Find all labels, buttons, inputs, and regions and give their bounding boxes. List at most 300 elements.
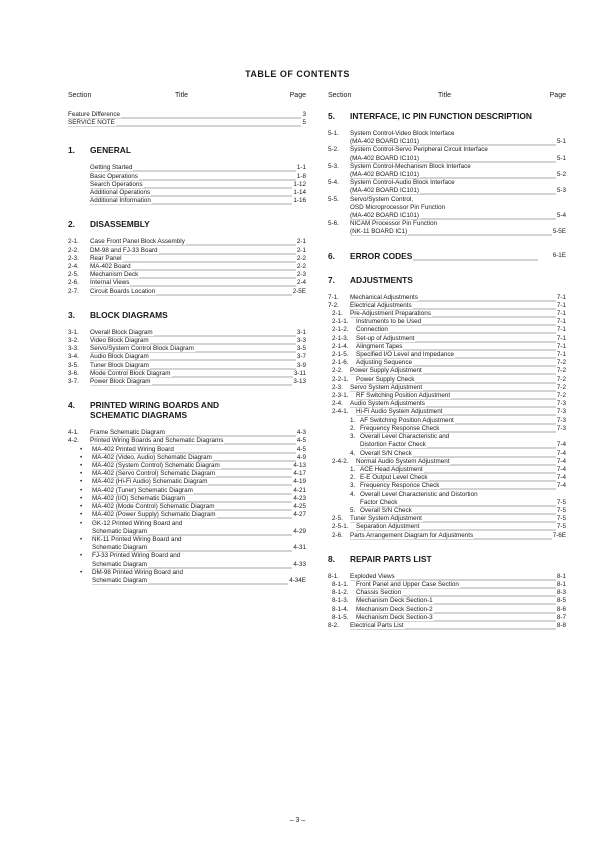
page-ref: 4-17 — [293, 470, 306, 478]
entry-number: 4-2. — [68, 437, 79, 445]
entry-title: Mechanism Deck Section-3 — [356, 613, 433, 621]
entry-title: Front Panel and Upper Case Section — [356, 580, 459, 588]
entry-number: 8-1-5. — [332, 613, 349, 621]
bullet-icon: • — [80, 453, 83, 461]
entry-number: 5. — [350, 506, 356, 514]
entry-title: Tuner Block Diagram — [90, 361, 149, 369]
toc-entry[interactable] — [68, 181, 306, 189]
toc-entry[interactable] — [328, 163, 566, 179]
toc-entry[interactable] — [328, 220, 566, 236]
entry-title: MA-402 Printed Wiring Board — [92, 445, 174, 453]
entry-number: 5-4. — [328, 179, 339, 187]
toc-entry[interactable] — [328, 196, 566, 221]
entry-number: 5-1. — [328, 130, 339, 137]
toc-entry[interactable] — [328, 482, 566, 490]
entry-number: 1. — [350, 416, 356, 424]
chapter-heading — [328, 251, 566, 261]
chapter-heading — [328, 275, 566, 285]
toc-entry[interactable] — [328, 310, 566, 318]
entry-title: Overall S/N Check — [360, 506, 412, 514]
entry-number: 2-3. — [68, 254, 79, 262]
entry-number: 3-3. — [68, 345, 79, 353]
toc-entry[interactable] — [328, 458, 566, 466]
toc-entry[interactable] — [328, 408, 566, 416]
page-ref: 7-2 — [556, 383, 566, 391]
page-ref: 4-5 — [296, 437, 306, 445]
toc-entry[interactable] — [68, 263, 306, 271]
toc-entry[interactable] — [328, 466, 566, 474]
entry-title: Tuner System Adjustment — [350, 515, 422, 523]
toc-entry[interactable] — [68, 329, 306, 337]
entry-number: 2-2. — [332, 367, 343, 375]
entry-title: Audio System Adjustments — [350, 400, 425, 408]
entry-number: 7-1. — [328, 293, 339, 301]
toc-entry[interactable] — [328, 507, 566, 515]
page-ref: 3-7 — [296, 353, 306, 361]
page-number: – 3 – — [289, 817, 306, 824]
entry-title: Hi-Fi Audio System Adjustment — [356, 408, 443, 416]
toc-entry[interactable] — [328, 384, 566, 392]
entry-number: 3. — [350, 482, 356, 490]
entry-title: Servo/System Control, — [350, 195, 413, 203]
page-title: TABLE OF CONTENTS — [245, 69, 350, 79]
entry-title: Frequency Responce Check — [360, 482, 440, 490]
page-ref: 8-1 — [556, 572, 566, 580]
toc-entry[interactable] — [328, 491, 566, 507]
entry-title: Search Operations — [90, 180, 143, 188]
chapter-title: DISASSEMBLY — [90, 219, 150, 230]
entry-number: 2-5. — [68, 271, 79, 279]
toc-entry[interactable] — [328, 532, 566, 540]
toc-entry[interactable] — [328, 294, 566, 302]
page-ref: 3-13 — [293, 378, 306, 386]
header-section: Section — [328, 92, 352, 99]
page-ref: 3-3 — [296, 337, 306, 345]
bullet-icon: • — [80, 478, 83, 486]
entry-title: Electrical Adjustments — [350, 301, 412, 309]
entry-number: 2-1-3. — [332, 334, 349, 342]
chapter-number: 3. — [68, 309, 75, 320]
toc-entry[interactable] — [328, 622, 566, 630]
entry-title: E-E Output Level Check — [360, 474, 428, 482]
chapter-number: 8. — [328, 553, 335, 564]
entry-title: MA-402 (Mode Control) Schematic Diagram — [92, 503, 215, 511]
entry-number: 2-2-1. — [332, 375, 349, 383]
page-ref: 4-25 — [293, 503, 306, 511]
entry-title: Alingment Tapes — [356, 342, 403, 350]
toc-entry[interactable] — [68, 119, 306, 127]
page-ref: 5-2 — [556, 171, 566, 179]
entry-title: Connection — [356, 326, 388, 334]
page-ref: 7-1 — [556, 326, 566, 334]
entry-number: 2-1-2. — [332, 326, 349, 334]
entry-number: 3-6. — [68, 369, 79, 377]
page-ref: 1-1 — [296, 164, 306, 172]
entry-title: FJ-33 Printed Wiring Board and — [92, 552, 181, 560]
entry-title: Specified I/O Level and Impedance — [356, 351, 455, 359]
toc-entry[interactable] — [68, 255, 306, 263]
page-ref: 2-1 — [296, 238, 306, 246]
toc-bullet-entry[interactable] — [68, 487, 306, 495]
page-ref: 4-34E — [289, 576, 306, 584]
entry-title: Getting Started — [90, 164, 133, 172]
entry-number: 2-4-2. — [332, 457, 349, 465]
entry-title: Additional Operations — [90, 189, 151, 197]
bullet-icon: • — [80, 511, 83, 519]
entry-number: 8-1-2. — [332, 589, 349, 597]
toc-entry[interactable] — [68, 429, 306, 437]
entry-number: 8-1. — [328, 572, 339, 580]
chapter-title: ERROR CODES — [350, 250, 413, 261]
entry-title: Exploded Views — [350, 572, 395, 580]
entry-title: Printed Wiring Boards and Schematic Diagrams — [90, 437, 224, 445]
chapter-title: BLOCK DIAGRAMS — [90, 309, 168, 320]
page-ref: 4-23 — [293, 494, 306, 502]
page-ref: 5-1 — [556, 154, 566, 162]
bullet-icon: • — [80, 519, 83, 527]
entry-title: Power Block Diagram — [90, 378, 151, 386]
entry-title: MA-402 (Tuner) Schematic Diagram — [92, 486, 193, 494]
toc-entry[interactable] — [68, 111, 306, 119]
toc-bullet-entry[interactable] — [68, 511, 306, 519]
chapter-heading — [328, 554, 566, 564]
entry-number: 2-1-4. — [332, 342, 349, 350]
chapter-heading — [68, 400, 306, 420]
toc-entry[interactable] — [68, 247, 306, 255]
page-ref: 8-3 — [556, 589, 566, 597]
page-ref: 1-8 — [296, 172, 306, 180]
entry-title: Overall S/N Check — [360, 449, 412, 457]
entry-title: Instruments to be Used — [356, 318, 422, 326]
entry-number: 2-4. — [68, 263, 79, 271]
page-ref: 4-21 — [293, 486, 306, 494]
entry-title: Case Front Panel Block Assembly — [90, 238, 185, 246]
page-ref: 2-3 — [296, 271, 306, 279]
entry-title: (NK-11 BOARD IC1) — [350, 228, 408, 236]
toc-entry[interactable] — [328, 425, 566, 433]
toc-entry[interactable] — [328, 450, 566, 458]
chapter-number: 4. — [68, 400, 75, 411]
toc-entry[interactable] — [328, 573, 566, 581]
page-ref: 3-5 — [296, 345, 306, 353]
page-ref: 7-5 — [556, 498, 566, 506]
page-ref: 3 — [302, 111, 306, 118]
entry-number: 4-1. — [68, 429, 79, 437]
entry-number: 8-1-3. — [332, 597, 349, 605]
toc-entry[interactable] — [68, 279, 306, 287]
toc-bullet-entry[interactable] — [68, 470, 306, 478]
toc-entry[interactable] — [328, 367, 566, 375]
entry-number: 8-1-4. — [332, 605, 349, 613]
entry-title: Schematic Diagram — [92, 527, 147, 535]
entry-title: Electrical Parts List — [350, 621, 404, 629]
page-ref: 8-6 — [556, 605, 566, 613]
toc-entry[interactable] — [328, 146, 566, 162]
page-ref: 7-5 — [556, 523, 566, 531]
toc-bullet-entry[interactable] — [68, 454, 306, 462]
entry-title: System Control-Servo Peripheral Circuit Interface — [350, 146, 488, 154]
toc-entry[interactable] — [68, 337, 306, 345]
bullet-icon: • — [80, 470, 83, 478]
chapter-heading — [68, 145, 306, 155]
entry-title: (MA-402 BOARD IC101) — [350, 154, 419, 162]
entry-title: NK-11 Printed Wiring Board and — [92, 535, 182, 543]
chapter-heading — [68, 310, 306, 320]
toc-entry[interactable] — [68, 189, 306, 197]
entry-title: Schematic Diagram — [92, 576, 147, 584]
entry-title: NICAM Processor Pin Function — [350, 220, 438, 228]
page-ref: 2-5E — [292, 287, 306, 295]
toc-bullet-entry[interactable] — [68, 569, 306, 585]
page-ref: 3-9 — [296, 361, 306, 369]
toc-entry[interactable] — [68, 378, 306, 386]
page-ref: 7-4 — [556, 441, 566, 449]
bullet-icon: • — [80, 486, 83, 494]
entry-number: 4. — [350, 449, 356, 457]
entry-number: 5-6. — [328, 220, 339, 228]
entry-title: MA-402 Board — [90, 263, 131, 271]
page-ref: 7-6E — [552, 531, 566, 539]
toc-bullet-entry[interactable] — [68, 503, 306, 511]
entry-title: Circuit Boards Location — [90, 287, 156, 295]
entry-title: Factor Check — [360, 498, 398, 506]
entry-title: Mechanism Deck Section-2 — [356, 605, 433, 613]
chapter-number: 2. — [68, 219, 75, 230]
toc-entry[interactable] — [68, 271, 306, 279]
page-ref: 7-3 — [556, 400, 566, 408]
toc-entry[interactable] — [328, 589, 566, 597]
entry-title: Servo System Adjustment — [350, 383, 423, 391]
page-ref: 6-1E — [552, 251, 566, 259]
page-ref: 7-1 — [556, 334, 566, 342]
toc-entry[interactable] — [328, 400, 566, 408]
entry-title: DM-98 and FJ-33 Board — [90, 246, 158, 254]
entry-title: DM-98 Printed Wiring Board and — [92, 568, 183, 576]
entry-number: 3-2. — [68, 337, 79, 345]
toc-entry[interactable] — [328, 474, 566, 482]
toc-entry[interactable] — [328, 433, 566, 449]
entry-number: 7-2. — [328, 301, 339, 309]
entry-number: 8-1-1. — [332, 580, 349, 588]
toc-entry[interactable] — [328, 614, 566, 622]
entry-number: 4. — [350, 490, 356, 498]
toc-entry[interactable] — [328, 326, 566, 334]
toc-bullet-entry[interactable] — [68, 536, 306, 552]
entry-title: Schematic Diagram — [92, 544, 147, 552]
column-header — [328, 92, 566, 102]
page-ref: 7-4 — [556, 465, 566, 473]
entry-title: Distortion Factor Check — [360, 441, 426, 449]
entry-title: SERVICE NOTE — [68, 119, 115, 127]
toc-entry[interactable] — [328, 343, 566, 351]
page-ref: 8-8 — [556, 621, 566, 629]
page-ref: 2-1 — [296, 246, 306, 254]
entry-title: Adjusting Sequence — [356, 359, 413, 367]
page-ref: 7-1 — [556, 301, 566, 309]
toc-entry[interactable] — [68, 362, 306, 370]
entry-number: 2-1. — [332, 310, 343, 318]
page-ref: 7-2 — [556, 392, 566, 400]
chapter-title: GENERAL — [90, 145, 131, 156]
entry-title: Servo/System Control Block Diagram — [90, 345, 194, 353]
header-title: Title — [175, 92, 188, 99]
entry-title: Frame Schematic Diagram — [90, 429, 165, 437]
toc-entry[interactable] — [328, 597, 566, 605]
entry-number: 2-1. — [68, 238, 79, 246]
toc-entry[interactable] — [68, 370, 306, 378]
page-ref: 4-13 — [293, 462, 306, 470]
page-ref: 7-1 — [556, 310, 566, 318]
toc-bullet-entry[interactable] — [68, 462, 306, 470]
entry-number: 5-3. — [328, 162, 339, 170]
toc-entry[interactable] — [328, 376, 566, 384]
entry-number: 3. — [350, 433, 356, 441]
toc-bullet-entry[interactable] — [68, 446, 306, 454]
entry-number: 2-3-1. — [332, 392, 349, 400]
toc-entry[interactable] — [328, 335, 566, 343]
entry-title: Power Supply Adjustment — [350, 367, 422, 375]
entry-title: (MA-402 BOARD IC101) — [350, 212, 419, 220]
toc-bullet-entry[interactable] — [68, 520, 306, 536]
toc-entry[interactable] — [68, 345, 306, 353]
chapter-title: REPAIR PARTS LIST — [350, 553, 432, 564]
entry-title: Overall Block Diagram — [90, 328, 153, 336]
entry-title: Mechanical Adjustments — [350, 293, 418, 301]
entry-title: Mechanism Deck — [90, 271, 139, 279]
chapter-title: PRINTED WIRING BOARDS AND — [90, 400, 220, 411]
page-ref: 7-5 — [556, 515, 566, 523]
entry-title: ACE Head Adjustment — [360, 465, 423, 473]
entry-number: 3-4. — [68, 353, 79, 361]
page-ref: 7-5 — [556, 506, 566, 514]
toc-entry[interactable] — [328, 515, 566, 523]
toc-entry[interactable] — [328, 359, 566, 367]
page-ref: 7-3 — [556, 424, 566, 432]
page-ref: 4-27 — [293, 511, 306, 519]
toc-bullet-entry[interactable] — [68, 552, 306, 568]
entry-number: 2-1-6. — [332, 359, 349, 367]
entry-title: Rear Panel — [90, 254, 122, 262]
entry-title: Basic Operations — [90, 172, 138, 180]
entry-title: RF Switching Position Adjustment — [356, 392, 451, 400]
bullet-icon: • — [80, 494, 83, 502]
toc-right-column — [328, 92, 566, 630]
page-ref: 7-3 — [556, 408, 566, 416]
page-ref: 7-2 — [556, 359, 566, 367]
page-ref: 5 — [302, 119, 306, 127]
entry-title: System Control-Video Block Interface — [350, 130, 455, 137]
entry-number: 2. — [350, 474, 356, 482]
page-ref: 7-1 — [556, 342, 566, 350]
entry-title: Parts Arrangement Diagram for Adjustments — [350, 531, 474, 539]
toc-entry[interactable] — [328, 581, 566, 589]
entry-title: Mechanism Deck Section-1 — [356, 597, 433, 605]
entry-title: Internal Views — [90, 279, 130, 287]
page-ref: 2-2 — [296, 254, 306, 262]
page-ref: 7-1 — [556, 351, 566, 359]
chapter-title: SCHEMATIC DIAGRAMS — [90, 410, 188, 421]
entry-title: Power Supply Check — [356, 375, 415, 383]
toc-entry[interactable] — [328, 318, 566, 326]
header-page: Page — [289, 92, 306, 99]
page-ref: 7-4 — [556, 449, 566, 457]
toc-entry[interactable] — [68, 288, 306, 296]
chapter-number: 6. — [328, 250, 335, 261]
toc-left-column — [68, 92, 306, 585]
chapter-heading — [328, 111, 566, 121]
entry-number: 2. — [350, 424, 356, 432]
page-ref: 7-4 — [556, 474, 566, 482]
page-ref: 7-2 — [556, 367, 566, 375]
page-ref: 7-2 — [556, 375, 566, 383]
toc-entry[interactable] — [68, 437, 306, 445]
chapter-number: 1. — [68, 145, 75, 156]
page-ref: 4-33 — [293, 560, 306, 568]
entry-title: Separation Adjustment — [356, 523, 420, 531]
page-ref: 5-4 — [556, 212, 566, 220]
toc-bullet-entry[interactable] — [68, 478, 306, 486]
page-ref: 1-12 — [293, 180, 306, 188]
toc-entry[interactable] — [68, 353, 306, 361]
page-ref: 4-29 — [293, 527, 306, 535]
entry-title: MA-402 (System Control) Schematic Diagram — [92, 462, 220, 470]
page-ref: 8-5 — [556, 597, 566, 605]
toc-entry[interactable] — [328, 302, 566, 310]
entry-number: 2-2. — [68, 246, 79, 254]
entry-title: System Control-Mechanism Block Interface — [350, 162, 471, 170]
entry-number: 8-2. — [328, 621, 339, 629]
page-ref: 2-4 — [296, 279, 306, 287]
entry-title: GK-12 Printed Wiring Board and — [92, 519, 183, 527]
toc-entry[interactable] — [328, 130, 566, 146]
toc-entry[interactable] — [68, 197, 306, 205]
entry-number: 1. — [350, 465, 356, 473]
toc-entry[interactable] — [68, 173, 306, 181]
toc-entry[interactable] — [328, 392, 566, 400]
page-ref: 4-19 — [293, 478, 306, 486]
entry-number: 3-5. — [68, 361, 79, 369]
entry-number: 2-4-1. — [332, 408, 349, 416]
entry-number: 3-1. — [68, 328, 79, 336]
chapter-title: INTERFACE, IC PIN FUNCTION DESCRIPTION — [350, 111, 532, 121]
toc-entry[interactable] — [328, 351, 566, 359]
entry-number: 2-4. — [332, 400, 343, 408]
page-ref: 1-14 — [293, 189, 306, 197]
bullet-icon: • — [80, 568, 83, 576]
toc-entry[interactable] — [328, 179, 566, 195]
toc-entry[interactable] — [328, 523, 566, 531]
page-ref: 7-1 — [556, 293, 566, 301]
entry-title: MA-402 (Power Supply) Schematic Diagram — [92, 511, 216, 519]
entry-title: MA-402 (Hi-Fi Audio) Schematic Diagram — [92, 478, 208, 486]
toc-entry[interactable] — [68, 238, 306, 246]
entry-number: 2-7. — [68, 287, 79, 295]
entry-title: (MA-402 BOARD IC101) — [350, 171, 419, 179]
entry-title: Normal Audio System Adjustment — [356, 457, 450, 465]
page-ref: 1-16 — [293, 197, 306, 205]
page-ref: 2-2 — [296, 263, 306, 271]
page-ref: 5-3 — [556, 187, 566, 195]
toc-bullet-entry[interactable] — [68, 495, 306, 503]
page-ref: 7-4 — [556, 482, 566, 490]
entry-title: Chassis Section — [356, 589, 402, 597]
page-ref: 8-7 — [556, 613, 566, 621]
toc-entry[interactable] — [68, 164, 306, 172]
page-ref: 4-3 — [296, 429, 306, 437]
toc-entry[interactable] — [328, 417, 566, 425]
toc-entry[interactable] — [328, 606, 566, 614]
bullet-icon: • — [80, 552, 83, 560]
